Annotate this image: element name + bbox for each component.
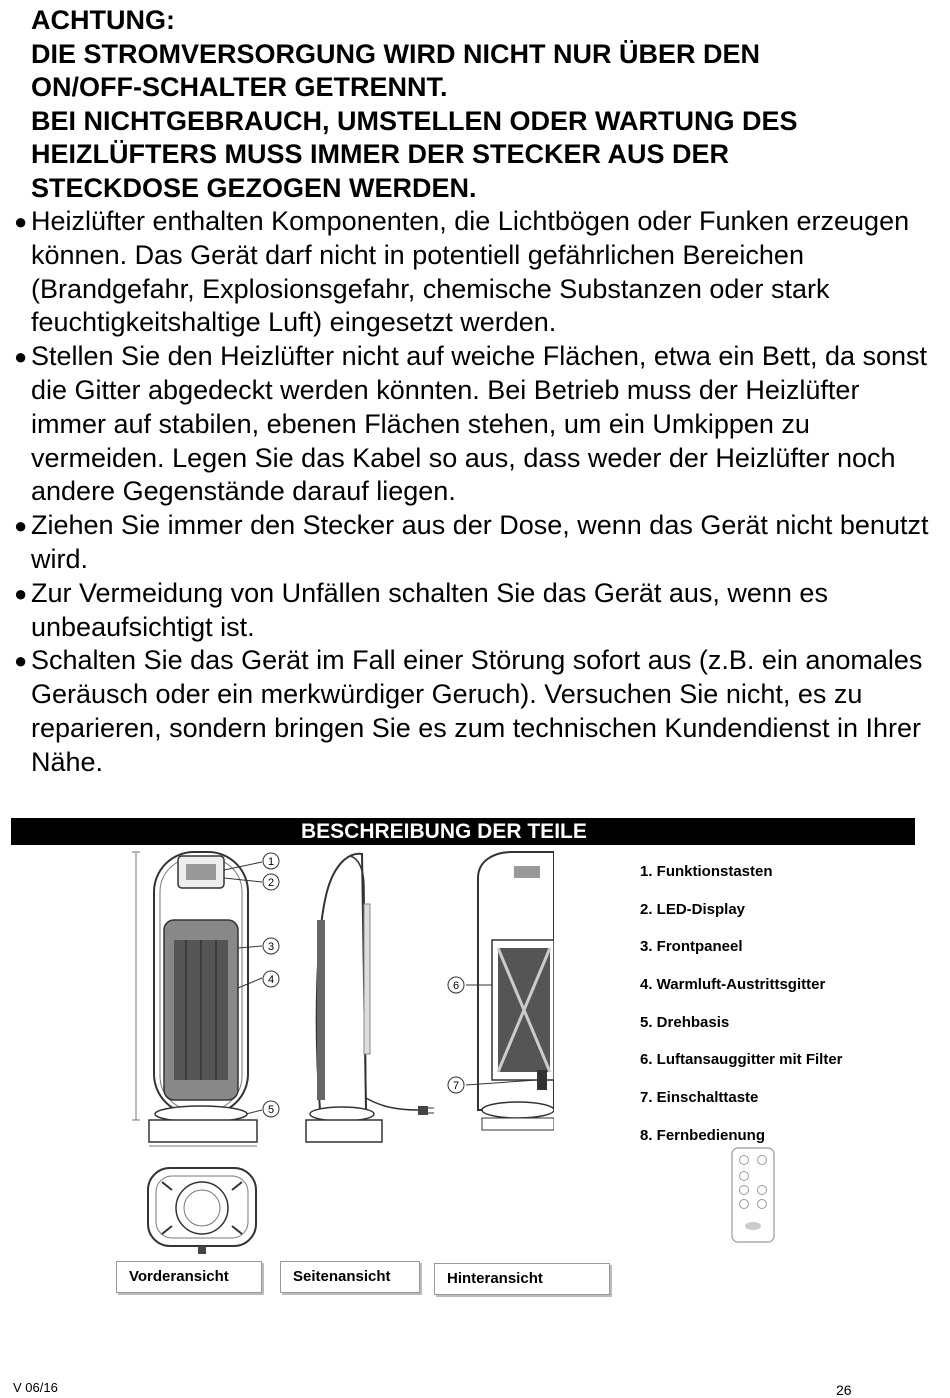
part-item: 3. Frontpaneel (640, 938, 743, 956)
side-view-label: Seitenansicht (280, 1261, 420, 1293)
callout-number: 1 (267, 856, 275, 868)
callout-number: 4 (267, 974, 275, 986)
warning-block (31, 4, 931, 206)
warning-line: ACHTUNG: (31, 5, 175, 35)
callout-number: 5 (267, 1104, 275, 1116)
bullet-icon: ● (14, 209, 28, 234)
warning-line: ON/OFF-SCHALTER GETRENNT. (31, 72, 448, 103)
warning-line: DIE STROMVERSORGUNG WIRD NICHT NUR ÜBER DEN (31, 38, 761, 69)
warning-line: HEIZLÜFTERS MUSS IMMER DER STECKER AUS DER (31, 139, 730, 170)
bullet-icon: ● (14, 513, 28, 539)
bullet-icon: ● (14, 580, 28, 606)
safety-bullet-list (14, 205, 934, 780)
front-view-illustration (128, 848, 293, 1148)
part-item: 4. Warmluft-Austrittsgitter (640, 976, 826, 994)
list-item (14, 509, 934, 577)
callout-number: 6 (452, 980, 460, 992)
bullet-text: Ziehen Sie immer den Stecker aus der Dose, wenn das Gerät nicht benutzt wird. (31, 510, 929, 574)
warning-line: BEI NICHTGEBRAUCH, UMSTELLEN ODER WARTUNG DES (31, 105, 798, 136)
warning-line: STECKDOSE GEZOGEN WERDEN. (31, 172, 477, 203)
section-title: BESCHREIBUNG DER TEILE (301, 820, 587, 843)
side-view-illustration (300, 848, 440, 1148)
list-item (14, 205, 934, 340)
bullet-text: Heizlüfter enthalten Komponenten, die Lichtbögen oder Funken erzeugen können. Das Gerät darf nicht in potentiell gefährlichen Bereichen (Brandgefahr, Explosionsgefahr, chemische Substanzen oder stark feuchtigkeitshaltige Luft) eingesetzt werden. (31, 206, 910, 338)
section-header (11, 818, 915, 845)
bullet-text: Zur Vermeidung von Unfällen schalten Sie das Gerät aus, wenn es unbeaufsichtigt ist. (31, 577, 828, 642)
back-view-illustration (442, 848, 554, 1133)
part-item: 7. Einschalttaste (640, 1089, 759, 1107)
list-item (14, 577, 934, 645)
callout-number: 7 (452, 1080, 460, 1092)
part-item: 5. Drehbasis (640, 1013, 730, 1031)
part-item: 6. Luftansauggitter mit Filter (640, 1051, 843, 1069)
part-item: 8. Fernbedienung (640, 1126, 766, 1144)
remote-control-illustration (730, 1146, 778, 1246)
parts-list (640, 860, 843, 1162)
top-view-illustration (140, 1162, 265, 1258)
callout-number: 3 (267, 941, 275, 953)
front-view-label: Vorderansicht (116, 1261, 262, 1293)
back-view-label: Hinteransicht (434, 1263, 610, 1295)
bullet-icon: ● (14, 344, 28, 370)
list-item (14, 644, 934, 779)
bullet-text: Schalten Sie das Gerät im Fall einer Störung sofort aus (z.B. ein anomales Geräusch oder ein merkwürdiger Geruch). Versuchen Sie nicht, es zu reparieren, sondern bringen Sie es zum technischen Kundendienst in Ihrer Nähe. (31, 645, 923, 777)
list-item (14, 340, 934, 509)
callout-number: 2 (267, 877, 275, 889)
part-item: 2. LED-Display (640, 900, 746, 918)
page-number: 26 (836, 1382, 852, 1398)
version-label: V 06/16 (13, 1380, 58, 1395)
bullet-icon: ● (14, 648, 28, 674)
part-item: 1. Funktionstasten (640, 863, 773, 880)
bullet-text: Stellen Sie den Heizlüfter nicht auf weiche Flächen, etwa ein Bett, da sonst die Gitter abgedeckt werden könnten. Bei Betrieb muss der Heizlüfter immer auf stabilen, ebenen Flächen stehen, um ein Umkippen zu vermeiden. Legen Sie das Kabel so aus, dass weder der Heizlüfter noch andere Gegenstände darauf liegen. (31, 341, 928, 507)
